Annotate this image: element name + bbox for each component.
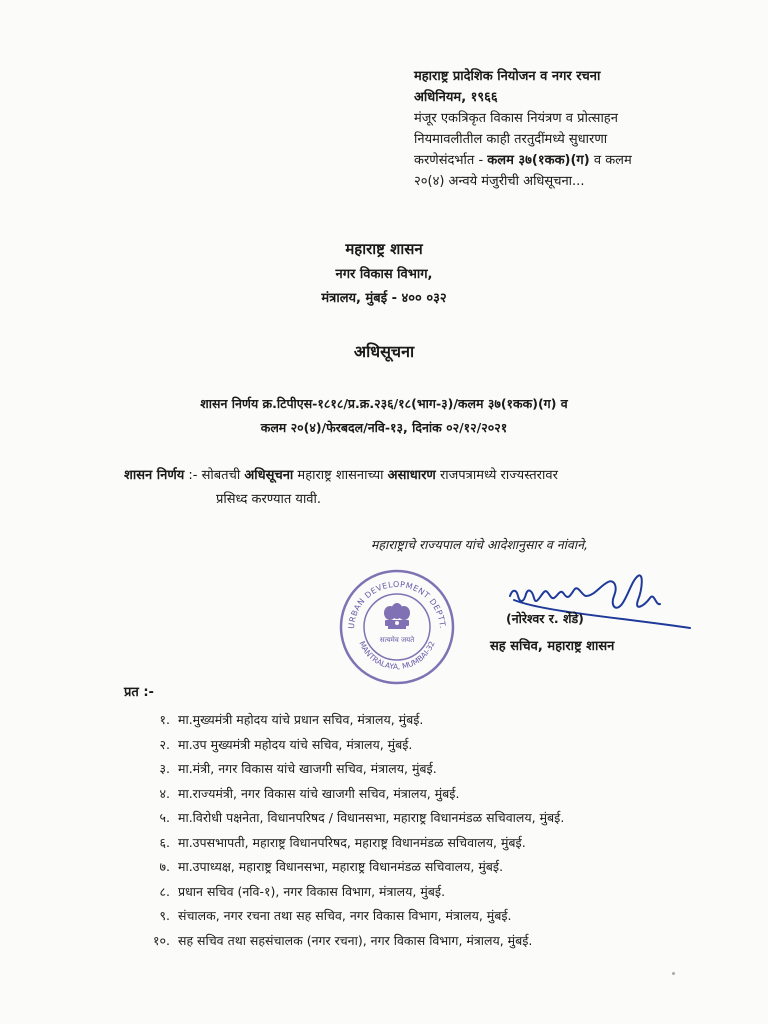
seal-text-top: URBAN DEVELOPMENT DEPTT. [346,579,448,630]
decision-text-2: महाराष्ट्र शासनाच्या [293,468,388,483]
department-address: मंत्रालय, मुंबई - ४०० ०३२ [321,291,447,306]
list-item: ९. संचालक, नगर रचना तथा सह सचिव, नगर विकास विभाग, मंत्रालय, मुंबई. [159,908,512,923]
reference-line-1: शासन निर्णय क्र.टिपीएस-१८१८/प्र.क्र.२३६/१८(भाग-३)/कलम ३७(१कक)(ग) व [200,396,568,411]
decision-label: शासन निर्णय [124,468,185,483]
subject-act-name: महाराष्ट्र प्रादेशिक नियोजन व नगर रचना [414,69,601,84]
decision-text-1: सोबतची [201,468,245,483]
list-item: ७. मा.उपाध्यक्ष, महाराष्ट्र विधानसभा, महाराष्ट्र विधानमंडळ सचिवालय, मुंबई. [159,859,504,874]
subject-line-3: मंजूर एकत्रिकृत विकास नियंत्रण व प्रोत्साहन [414,111,618,126]
list-item: ५. मा.विरोधी पक्षनेता, विधानपरिषद / विधानसभा, महाराष्ट्र विधानमंडळ सचिवालय, मुंबई. [159,810,565,825]
government-name: महाराष्ट्र शासन [345,240,423,258]
copy-recipients-list [136,708,696,953]
ashoka-emblem-icon [384,603,410,629]
department-seal-stamp [338,568,456,686]
decision-text-3: राजपत्रामध्ये राज्यस्तरावर [435,468,558,483]
subject-block [414,66,704,192]
list-item: ४. मा.राज्यमंत्री, नगर विकास यांचे खाजगी सचिव, मंत्रालय, मुंबई. [159,785,460,801]
decision-bold-notification: अधिसूचना [244,468,294,483]
governor-order-line: महाराष्ट्राचे राज्यपाल यांचे आदेशानुसार व नांवाने, [370,537,588,552]
list-item: ८. प्रधान सचिव (नवि-१), नगर विकास विभाग, मंत्रालय, मुंबई. [159,883,446,899]
subject-act-year: अधिनियम, १९६६ [414,90,498,105]
list-item: १०. सह सचिव तथा सहसंचालक (नगर रचना), नगर विकास विभाग, मंत्रालय, मुंबई. [153,932,533,948]
list-item: ३. मा.मंत्री, नगर विकास यांचे खाजगी सचिव, मंत्रालय, मुंबई. [159,761,437,776]
decision-line-2: प्रसिध्द करण्यात यावी. [216,492,322,507]
decision-bold-extraordinary: असाधारण [387,468,436,483]
list-item: १. मा.मुख्यमंत्री महोदय यांचे प्रधान सचिव, मंत्रालय, मुंबई. [159,712,424,727]
scan-speck [672,972,675,975]
list-item: २. मा.उप मुख्यमंत्री महोदय यांचे सचिव, मंत्रालय, मुंबई. [159,736,413,752]
reference-line-2: कलम २०(४)/फेरबदल/नवि-१३, दिनांक ०२/१२/२०२१ [260,420,508,435]
seal-text-bottom: MANTRALAYA, MUMBAI-32 [357,639,437,672]
copy-to-label: प्रत :- [124,685,154,700]
department-name: नगर विकास विभाग, [335,267,433,282]
subject-line-4: नियमावलीतील काही तरतुदींमध्ये सुधारणा [414,132,608,147]
subject-line-5 [414,150,704,171]
seal-motto: सत्यमेव जयते [379,636,415,644]
subject-line-5-text: करणेसंदर्भात - [414,153,488,168]
notification-title: अधिसूचना [353,342,415,361]
list-item: ६. मा.उपसभापती, महाराष्ट्र विधानपरिषद, महाराष्ट्र विधानमंडळ सचिवालय, मुंबई. [159,834,526,850]
subject-section-ref: कलम ३७(१कक)(ग) [487,153,590,168]
decision-paragraph [124,464,714,512]
subject-line-6: २०(४) अन्वये मंजुरीची अधिसूचना... [414,174,585,189]
signatory-name: (नोरेश्वर र. शेंडे) [506,611,584,626]
signatory-designation: सह सचिव, महाराष्ट्र शासन [490,639,615,654]
subject-line-5-tail: व कलम [589,153,632,168]
decision-separator: :- [184,468,202,483]
